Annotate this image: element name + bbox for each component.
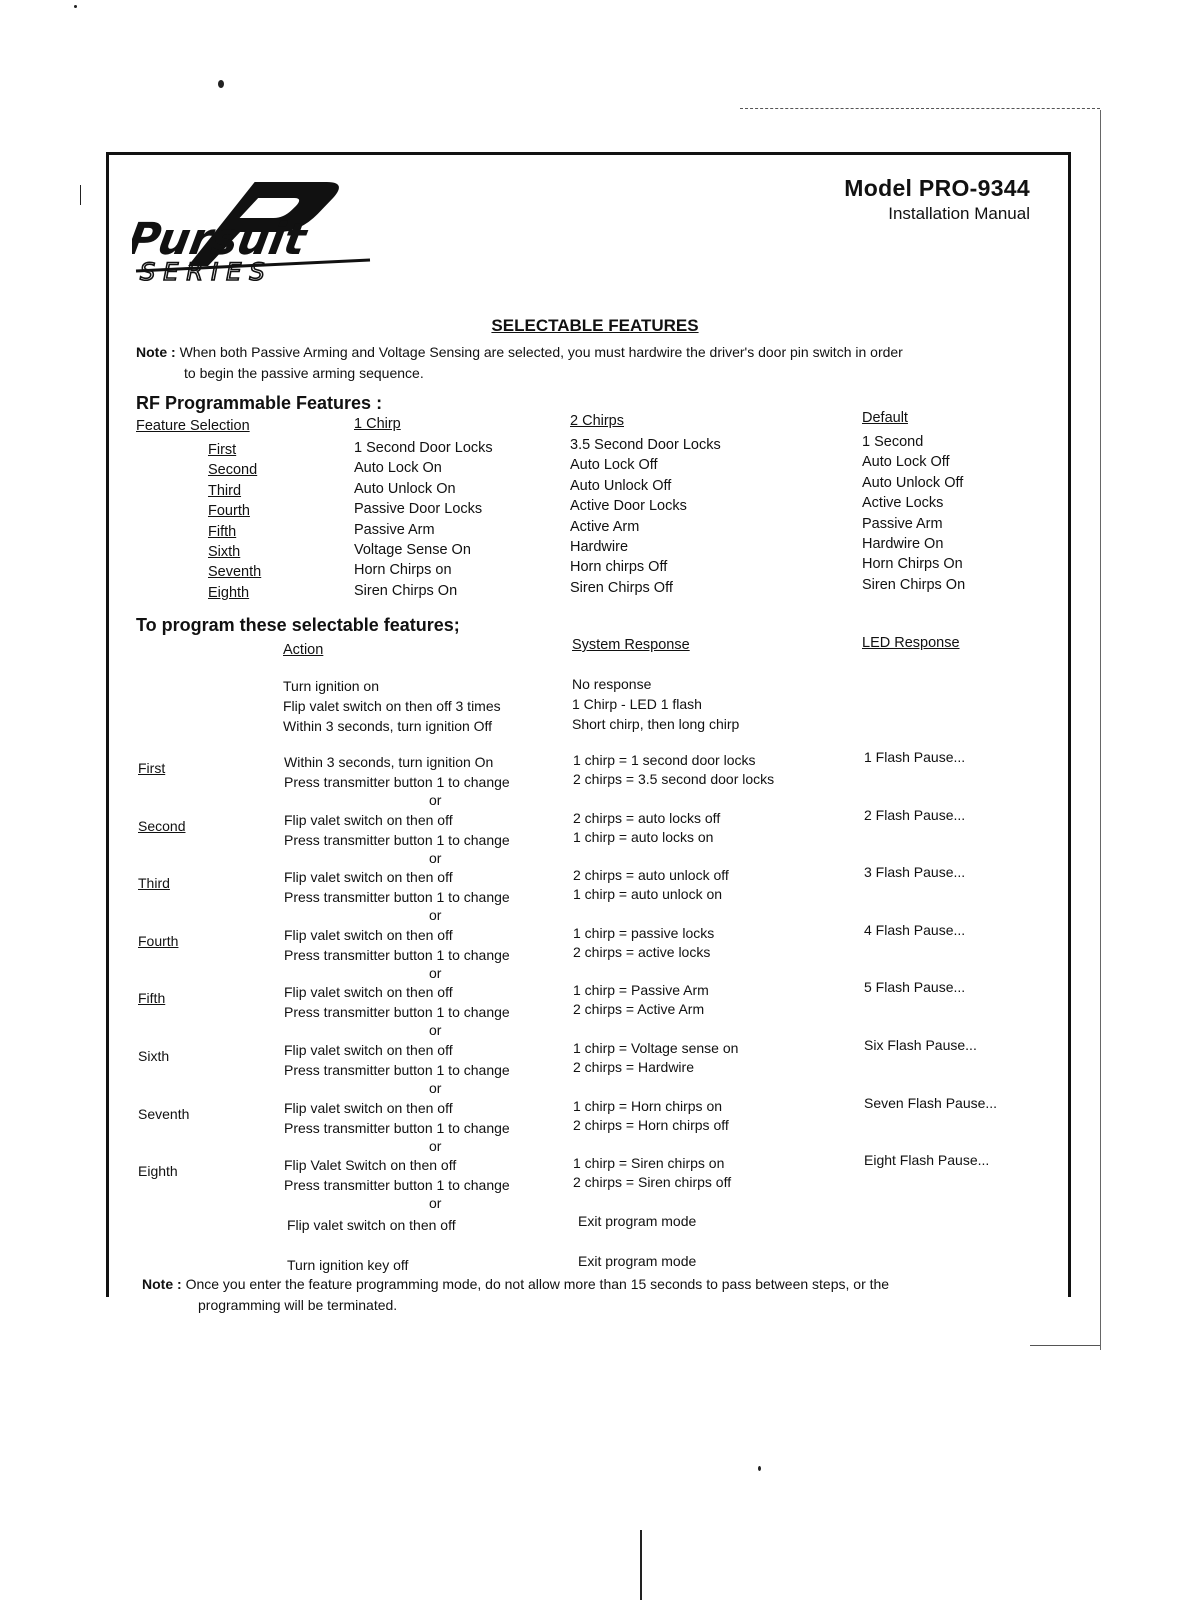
rf-default-cell: Hardwire On (862, 536, 944, 552)
system-response-text: 2 chirps = 3.5 second door locks (573, 771, 775, 787)
system-response-text: 2 chirps = Active Arm (573, 1001, 705, 1018)
step-name: Third (138, 875, 170, 892)
model-block (780, 175, 1030, 224)
led-response-text: 5 Flash Pause... (864, 979, 966, 996)
step-name: Sixth (138, 1048, 170, 1064)
note-label: Note : (142, 1276, 182, 1292)
action-text: Press transmitter button 1 to change (284, 831, 510, 848)
led-response-text: Six Flash Pause... (864, 1037, 977, 1053)
svg-text:SERIES: SERIES (140, 258, 273, 286)
system-response-text: 2 chirps = auto unlock off (573, 867, 729, 884)
action-text: Flip valet switch on then off (284, 811, 453, 828)
rf-two-chirp-cell: Auto Lock Off (570, 457, 658, 474)
action-text: Flip valet switch on then off (287, 1217, 456, 1233)
led-response-text: 4 Flash Pause... (864, 921, 966, 938)
rf-default-cell: 1 Second (862, 434, 924, 450)
rf-col-header: Default (862, 410, 908, 426)
action-text: Press transmitter button 1 to change (284, 1177, 510, 1194)
or-separator: or (429, 1022, 442, 1039)
system-response-text: No response (572, 676, 652, 692)
system-response-text: Short chirp, then long chirp (572, 716, 740, 732)
or-separator: or (429, 849, 442, 866)
action-text: Within 3 seconds, turn ignition Off (283, 718, 493, 734)
rf-default-cell: Auto Lock Off (862, 454, 950, 471)
scan-speck (74, 5, 77, 8)
rf-one-chirp-cell: 1 Second Door Locks (354, 440, 493, 456)
led-response-text: 1 Flash Pause... (864, 749, 966, 765)
action-text: Flip valet switch on then off 3 times (283, 698, 501, 714)
action-text: Within 3 seconds, turn ignition On (284, 754, 494, 770)
manual-title: Installation Manual (888, 204, 1030, 223)
scan-speck (80, 185, 81, 205)
system-response-text: 1 Chirp - LED 1 flash (572, 696, 702, 712)
system-response-text: 2 chirps = Horn chirps off (573, 1116, 729, 1133)
brand-logo (132, 172, 422, 292)
system-response-text: Exit program mode (578, 1213, 697, 1229)
action-text: Flip valet switch on then off (284, 1042, 453, 1058)
rf-one-chirp-cell: Siren Chirps On (354, 582, 458, 599)
program-section-title: To program these selectable features; (136, 615, 460, 635)
or-separator: or (429, 964, 442, 981)
action-text: Flip valet switch on then off (284, 926, 453, 943)
system-response-text: 1 chirp = 1 second door locks (573, 752, 756, 768)
note-top (136, 342, 1056, 384)
action-text: Flip valet switch on then off (284, 1099, 453, 1116)
scan-speck (640, 1530, 642, 1600)
note-text: programming will be terminated. (198, 1297, 398, 1313)
system-response-text: 2 chirps = Siren chirps off (573, 1174, 732, 1191)
rf-feature-label: Fifth (208, 523, 237, 540)
system-response-text: Exit program mode (578, 1253, 697, 1269)
rf-feature-label: Fourth (208, 503, 250, 520)
system-response-text: 1 chirp = Passive Arm (573, 982, 709, 999)
rf-feature-label: Seventh (208, 564, 262, 581)
note-text: to begin the passive arming sequence. (184, 365, 424, 381)
rf-col-header: Feature Selection (136, 418, 250, 434)
rf-two-chirp-cell: Auto Unlock Off (570, 477, 672, 494)
led-response-text: Eight Flash Pause... (864, 1152, 990, 1169)
note-bottom (142, 1274, 1062, 1316)
program-col-header: System Response (572, 637, 690, 653)
step-name: Fifth (138, 990, 166, 1007)
led-response-text: Seven Flash Pause... (864, 1094, 998, 1111)
rf-one-chirp-cell: Auto Unlock On (354, 480, 456, 497)
rf-default-cell: Active Locks (862, 495, 944, 512)
or-separator: or (429, 907, 442, 924)
rf-one-chirp-cell: Voltage Sense On (354, 542, 471, 558)
step-name: Eighth (138, 1163, 178, 1180)
scan-edge-line (740, 108, 1100, 109)
action-text: Press transmitter button 1 to change (284, 1004, 510, 1021)
note-label: Note : (136, 344, 176, 360)
led-response-text: 3 Flash Pause... (864, 864, 966, 881)
action-text: Turn ignition key off (287, 1257, 409, 1273)
system-response-text: 1 chirp = Horn chirps on (573, 1097, 723, 1114)
page-title: SELECTABLE FEATURES (491, 316, 699, 335)
rf-one-chirp-cell: Passive Arm (354, 521, 435, 538)
action-text: Flip valet switch on then off (284, 984, 453, 1001)
rf-default-cell: Siren Chirps On (862, 576, 966, 593)
step-name: Fourth (138, 932, 179, 949)
rf-one-chirp-cell: Auto Lock On (354, 460, 442, 477)
step-name: Seventh (138, 1105, 190, 1122)
rf-feature-label: Second (208, 462, 258, 479)
action-text: Press transmitter button 1 to change (284, 774, 510, 790)
svg-text:Pursuit: Pursuit (132, 214, 310, 265)
rf-feature-label: Sixth (208, 544, 241, 560)
scan-speck (218, 80, 224, 88)
system-response-text: 2 chirps = active locks (573, 943, 711, 960)
step-name: First (138, 760, 166, 776)
rf-two-chirp-cell: Siren Chirps Off (570, 579, 673, 596)
system-response-text: 1 chirp = auto locks on (573, 828, 714, 845)
scan-speck (758, 1466, 761, 1471)
system-response-text: 1 chirp = Voltage sense on (573, 1040, 739, 1056)
rf-feature-label: Third (208, 482, 242, 499)
system-response-text: 2 chirps = Hardwire (573, 1059, 694, 1075)
action-text: Press transmitter button 1 to change (284, 1119, 510, 1136)
action-text: Press transmitter button 1 to change (284, 946, 510, 963)
scan-edge-line (1100, 110, 1101, 1350)
rf-two-chirp-cell: Active Arm (570, 518, 640, 535)
rf-two-chirp-cell: Horn chirps Off (570, 559, 668, 576)
rf-col-header: 1 Chirp (354, 416, 401, 432)
action-text: Turn ignition on (283, 678, 379, 694)
rf-col-header: 2 Chirps (570, 413, 624, 429)
system-response-text: 1 chirp = auto unlock on (573, 886, 723, 903)
rf-default-cell: Passive Arm (862, 515, 943, 532)
model-number: Model PRO-9344 (844, 175, 1030, 201)
or-separator: or (429, 792, 442, 808)
or-separator: or (429, 1080, 442, 1096)
rf-section-title: RF Programmable Features : (136, 393, 383, 413)
note-text: When both Passive Arming and Voltage Sensing are selected, you must hardwire the driver's door pin switch in order (179, 344, 903, 360)
page-border-top (108, 152, 1070, 155)
step-name: Second (138, 817, 186, 834)
system-response-text: 1 chirp = Siren chirps on (573, 1155, 725, 1172)
rf-default-cell: Auto Unlock Off (862, 474, 964, 491)
rf-two-chirp-cell: 3.5 Second Door Locks (570, 437, 721, 453)
action-text: Flip Valet Switch on then off (284, 1157, 457, 1174)
or-separator: or (429, 1137, 442, 1154)
scan-edge-line (1030, 1345, 1100, 1346)
program-col-header: LED Response (862, 635, 960, 651)
action-text: Press transmitter button 1 to change (284, 889, 510, 906)
note-text: Once you enter the feature programming mode, do not allow more than 15 seconds to pass between steps, or the (185, 1276, 890, 1292)
rf-one-chirp-cell: Horn Chirps on (354, 562, 452, 579)
or-separator: or (429, 1195, 442, 1212)
led-response-text: 2 Flash Pause... (864, 806, 966, 823)
rf-two-chirp-cell: Hardwire (570, 539, 629, 555)
action-text: Flip valet switch on then off (284, 869, 453, 886)
rf-feature-label: Eighth (208, 584, 250, 601)
action-text: Press transmitter button 1 to change (284, 1062, 510, 1078)
rf-two-chirp-cell: Active Door Locks (570, 498, 687, 515)
system-response-text: 2 chirps = auto locks off (573, 809, 721, 826)
program-col-header: Action (283, 642, 324, 658)
rf-feature-label: First (208, 442, 237, 458)
rf-default-cell: Horn Chirps On (862, 556, 963, 573)
rf-one-chirp-cell: Passive Door Locks (354, 501, 483, 518)
system-response-text: 1 chirp = passive locks (573, 924, 715, 941)
